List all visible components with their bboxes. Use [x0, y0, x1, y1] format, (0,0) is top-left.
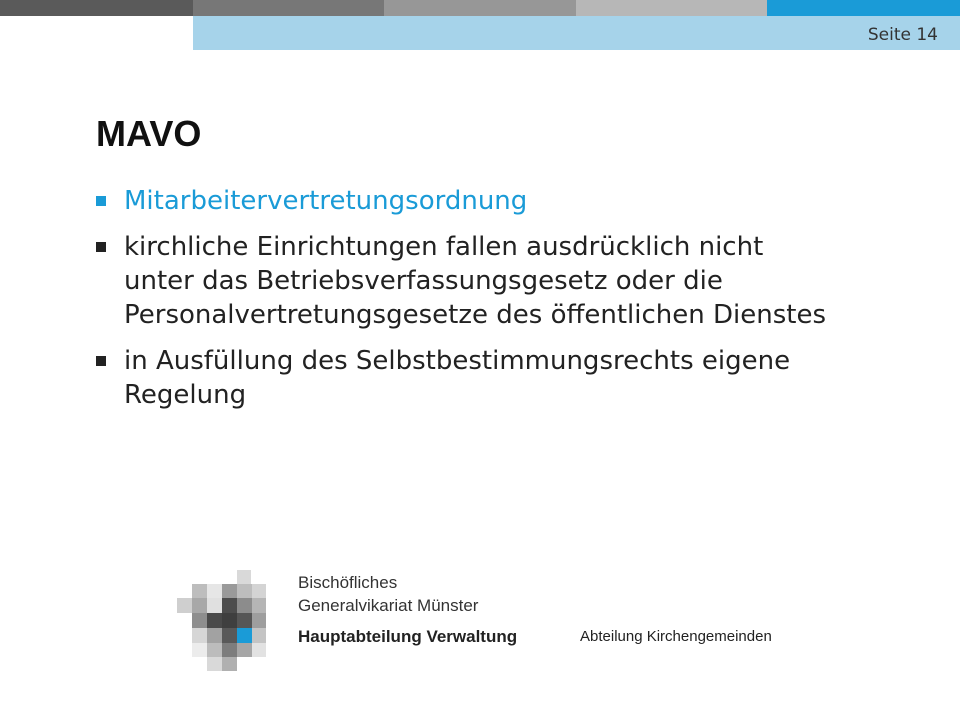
- bullet-item: [96, 230, 836, 332]
- bullet-list: [96, 184, 836, 424]
- bullet-square-icon: [96, 356, 106, 366]
- bullet-text-part-highlight: v: [267, 186, 283, 216]
- bullet-item: [96, 184, 836, 218]
- org-name-line3: Hauptabteilung Verwaltung: [298, 627, 518, 646]
- bullet-text-part: rbeiter: [179, 186, 268, 216]
- org-name-line2: Generalvikariat Münster: [298, 596, 479, 615]
- bullet-text-part-highlight: o: [418, 186, 435, 216]
- bullet-square-icon: [96, 242, 106, 252]
- bullet-square-icon: [96, 196, 106, 206]
- bullet-item: [96, 344, 836, 412]
- header-light-blue-bar: [193, 16, 960, 50]
- page-number: Seite 14: [867, 25, 938, 45]
- top-bar-segment: [0, 0, 193, 16]
- org-name-line1: Bischöfliches: [298, 573, 398, 592]
- top-bar-segment: [576, 0, 767, 16]
- bullet-text-part: Mit: [124, 186, 164, 216]
- bullet-text-part-highlight: a: [163, 186, 180, 216]
- bullet-text: kirchliche Einrichtungen fallen ausdrücklich nicht unter das Betriebsverfassungsgesetz oder die Personalvertretungsgesetze des öffentlichen Dienstes: [124, 232, 827, 330]
- department-label: Abteilung Kirchengemeinden: [580, 628, 772, 645]
- top-bar-segment: [384, 0, 576, 16]
- top-bar-segment: [767, 0, 960, 16]
- bullet-text-part: rdnung: [434, 186, 528, 216]
- bullet-text: in Ausfüllung des Selbstbestimmungsrechts eigene Regelung: [124, 346, 791, 410]
- bullet-text-part: ertretungs: [282, 186, 419, 216]
- top-color-bar: [0, 0, 960, 16]
- top-bar-segment: [193, 0, 384, 16]
- slide-title: MAVO: [96, 113, 202, 154]
